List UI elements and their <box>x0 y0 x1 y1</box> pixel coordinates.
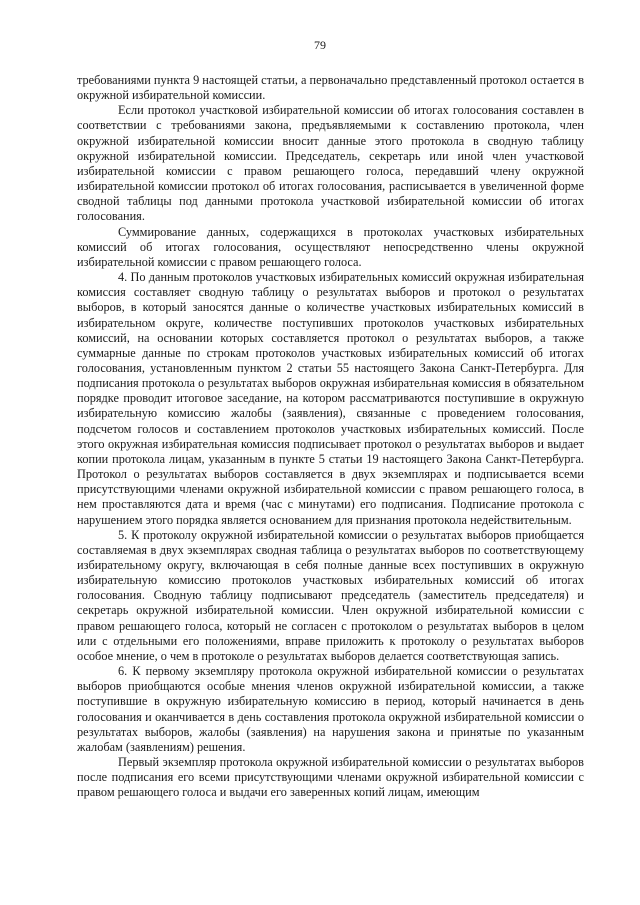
paragraph-section-6: 6. К первому экземпляру протокола окружной избирательной комиссии о результатах выборов приобщаются особые мнения членов окружной избирательной комиссии, а также поступившие в окружную избирательную комиссию в период, который начинается в день голосования и оканчивается в день составления протокола окружной избирательной комиссии о результатах выборов, жалобы (заявления) на нарушения закона и принятые по указанным жалобам (заявлениям) решения. <box>77 664 584 754</box>
document-body <box>77 73 584 801</box>
paragraph: Первый экземпляр протокола окружной избирательной комиссии о результатах выборов после подписания его всеми присутствующими членами окружной избирательной комиссии с правом решающего голоса и выдачи его заверенных копий лицам, имеющим <box>77 755 584 800</box>
paragraph: Если протокол участковой избирательной комиссии об итогах голосования составлен в соответствии с требованиями закона, предъявляемыми к составлению протокола, член окружной избирательной комиссии вносит данные этого протокола в сводную таблицу окружной избирательной комиссии. Председатель, секретарь или иной член участковой избирательной комиссии с правом решающего голоса, передавший члену окружной избирательной комиссии протокол об итогах голосования, расписывается в увеличенной форме сводной таблицы под данными протокола участковой избирательной комиссии об итогах голосования. <box>77 103 584 224</box>
paragraph: требованиями пункта 9 настоящей статьи, а первоначально представленный протокол остается в окружной избирательной комиссии. <box>77 73 584 103</box>
paragraph-section-4: 4. По данным протоколов участковых избирательных комиссий окружная избирательная комиссия составляет сводную таблицу о результатах выборов и протокол о результатах выборов, в который заносятся данные о количестве участковых избирательных комиссий в избирательном округе, количестве поступивших протоколов участковых избирательных комиссий, на основании которых составляется протокол о результатах выборов, а также суммарные данные по строкам протоколов участковых избирательных комиссий об итогах голосования, установленным пунктом 2 статьи 55 настоящего Закона Санкт-Петербурга. Для подписания протокола о результатах выборов окружная избирательная комиссия в обязательном порядке проводит итоговое заседание, на котором рассматриваются поступившие в окружную избирательную комиссию жалобы (заявления), связанные с проведением голосования, подсчетом голосов и составлением протоколов участковых избирательных комиссий. После этого окружная избирательная комиссия подписывает протокол о результатах выборов и выдает копии протокола лицам, указанным в пункте 5 статьи 19 настоящего Закона Санкт-Петербурга. Протокол о результатах выборов составляется в двух экземплярах и подписывается всеми присутствующими членами окружной избирательной комиссии с правом решающего голоса, в нем проставляются дата и время (час с минутами) его подписания. Подписание протокола с нарушением этого порядка является основанием для признания протокола недействительным. <box>77 270 584 527</box>
page-number: 79 <box>314 38 326 52</box>
paragraph-section-5: 5. К протоколу окружной избирательной комиссии о результатах выборов приобщается составляемая в двух экземплярах сводная таблица о результатах выборов по соответствующему избирательному округу, включающая в себя полные данные всех поступивших в окружную избирательную комиссию протоколов участковых избирательных комиссий об итогах голосования. Сводную таблицу подписывают председатель (заместитель председателя) и секретарь окружной избирательной комиссии. Член окружной избирательной комиссии с правом решающего голоса, который не согласен с протоколом о результатах выборов в целом или с отдельными его положениями, вправе приложить к протоколу о результатах выборов особое мнение, о чем в протоколе о результатах выборов делается соответствующая запись. <box>77 527 584 663</box>
paragraph: Суммирование данных, содержащихся в протоколах участковых избирательных комиссий об итогах голосования, осуществляют непосредственно члены окружной избирательной комиссии с правом решающего голоса. <box>77 224 584 269</box>
